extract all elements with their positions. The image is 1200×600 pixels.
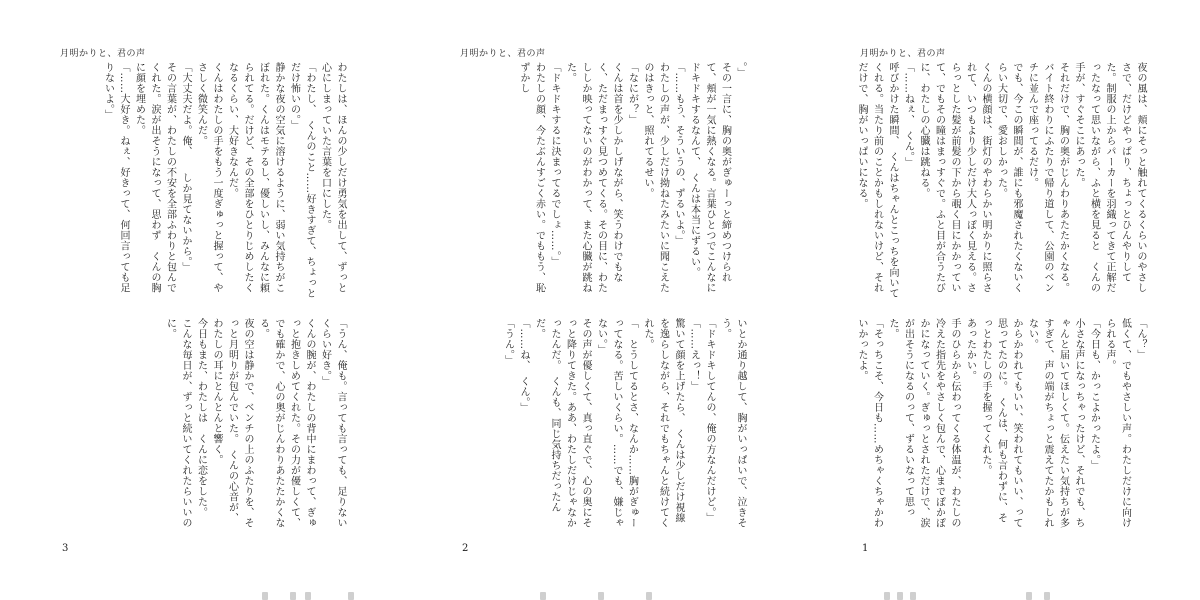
text-block-upper: [60, 62, 348, 302]
text-block-lower: [856, 318, 1148, 530]
text-block-lower: [60, 318, 348, 530]
paragraph: 今日もまた、わたしは くんに恋をした。: [195, 318, 207, 518]
text-block-upper: [460, 62, 748, 302]
running-head: 月明かりと、君の声: [460, 49, 546, 59]
paragraph: 「……大好き。ねぇ、好きって、何回言っても足りないよ。」: [102, 62, 129, 293]
paragraph: 「わたし、 くんのこと……好きすぎて、ちょっとだけ怖いの。」: [288, 62, 315, 299]
paragraph: くんの横顔は、街灯のやわらかい明かりに照らされて、いつもより少しだけ大人っぽく見える。さらっとした髪が前髪の下から覗く目にかかっていて、でもその瞳はまっすぐで。ふと目が合うたびに、わたしの心臓は跳ねる。: [918, 62, 991, 293]
paragraph: 「……えっ！」: [688, 318, 700, 392]
page-number: 2: [462, 543, 469, 554]
page-1: [800, 0, 1200, 600]
paragraph: その言葉が、わたしの不安を全部ふわりと包んでくれた。涙が出そうになって、思わず くんの胸に顔を埋めた。: [133, 62, 176, 293]
page-3: [0, 0, 400, 600]
paragraph: 「……ねぇ、 くん。」: [902, 62, 914, 168]
paragraph: でも、今この瞬間が、誰にも邪魔されたくないくらい大切で、愛おしかった。: [995, 62, 1022, 293]
paragraph: 。」: [735, 62, 746, 78]
paragraph: くんはわたしの手をもう一度ぎゅっと握って、やさしく微笑んだ。: [195, 62, 222, 293]
paragraph: 低くて、でもやさしい声。わたしだけに向けられる声。: [1104, 318, 1131, 528]
next-page-bleed: [0, 590, 1200, 600]
paragraph: 静かな夜の空気に溶けるように、弱い気持ちがこぼれた。くんはモテるし、優しいし、みんなに頼られてる。だけど、その全部をひとりじめしたくなるくらい、大好きなんだ。: [226, 62, 284, 293]
paragraph: 「うん。」: [502, 318, 514, 366]
text-block-lower: [460, 318, 748, 530]
paragraph: 「今日も、かっこよかったよ。」: [1088, 318, 1100, 471]
paragraph: わたしの声が、少しだけ拗ねたみたいに聞こえたのはきっと、照れてるせい。: [642, 62, 669, 293]
running-head: 月明かりと、君の声: [860, 49, 946, 59]
paragraph: その声が優しくて、真っ直ぐで、心の奥にそっと降りてきた。ああ、わたしだけじゃなかったんだ。 くんも、同じ気持ちだったんだ。: [533, 318, 591, 528]
paragraph: 「……もう、そういうの、ずるいよ。」: [673, 62, 684, 246]
paragraph: 夜の空は静かで、ベンチの上のふたりを、そっと月明りが包んでいた。 くんの心音が、わたしの耳にとんとんと響く。: [211, 318, 253, 528]
paragraph: その一言に、胸の奥がぎゅーっと締めつけられて、頬が一気に熱くなる。言葉ひとつでこんなにドキドキするなんて、 くんは本当にずるい。: [688, 62, 731, 293]
paragraph: 「ドキドキしてんの、俺の方なんだけど。」: [704, 318, 715, 523]
paragraph: 「なにが？」: [626, 62, 638, 125]
paragraph: 「ん？」: [1135, 318, 1146, 360]
paragraph: 呼びかけた瞬間、 くんはちゃんとこっちを向いてくれる。当たり前のことかもしれないけど、それだけで、胸がいっぱいになる。: [856, 62, 898, 299]
paragraph: それだけで、胸の奥がじんわりあたたかくなる。バイト終わりにふたりで帰り道して、公園のベンチに並んで座ってるだけ。: [1026, 62, 1069, 293]
paragraph: あったかい。: [964, 318, 976, 381]
paragraph: 驚いて顔を上げたら、 くんは少しだけ視線を逸らしながら、それでもちゃんと続けてくれた。: [642, 318, 684, 528]
paragraph: 「大丈夫だよ。俺、 しか見てないから。」: [180, 62, 191, 273]
paragraph: からかわれてもいい、笑われてもいい、って思ってたのに。 くんは、何も言わずに、そっとわたしの手を握ってくれた。: [980, 318, 1022, 528]
paragraph: こんな毎日が、ずっと続いてくれたらいいのに。: [164, 318, 191, 528]
page-number: 3: [62, 543, 69, 554]
paragraph: 「うん、俺も。言っても言っても、足りないくらい好き。」: [319, 318, 346, 528]
page-2: [400, 0, 800, 600]
paragraph: くんは首を少しかしげながら、笑うわけでもなく、ただまっすぐ見つめてくる。その目に、わたししか映ってないのがわかって、また心臓が跳ねた。: [564, 62, 622, 293]
paragraph: 夜の風は、頬にそっと触れてくるくらいのやさしさで、だけどやっぱり、ちょっとひんやりしてた。制服の上からパーカーを羽織ってきて正解だったなって思いながら、ふと横を見ると くんの手が、すぐそこにあった。: [1073, 62, 1146, 293]
paragraph: 手のひらから伝わってくる体温が、わたしの冷えた指先をやさしく包んで、心までぽかぽかになっていく。ぎゅっとされただけで、涙が出そうになるのって、ずるいなって思った。: [887, 318, 960, 528]
paragraph: いとか通り越して、胸がいっぱいで、泣きそう。: [719, 318, 746, 528]
paragraph: 「……ね、 くん。」: [518, 318, 529, 413]
paragraph: わたしは、ほんの少しだけ勇気を出して、ずっと心にしまっていた言葉を口にした。: [319, 62, 346, 293]
paragraph: 「そっちこそ、今日も……めちゃくちゃかわいかったよ。: [856, 318, 883, 528]
running-head: 月明かりと、君の声: [60, 49, 146, 59]
text-block-upper: [856, 62, 1148, 302]
paragraph: 「ドキドキするに決まってるでしょ……。」: [549, 62, 560, 267]
paragraph: 「 とうしてるとさ、なんか……胸がぎゅーってなる。苦しいくらい。……でも、嫌じゃない。」: [595, 318, 638, 528]
paragraph: わたしの顔、今たぶんすごく赤い。でももう、恥ずかし: [518, 62, 545, 293]
paragraph: 小さな声になっちゃったけど、それでも、ちゃんと届いてほしくて。伝えたい気持ちが多すぎて、声の端がちょっと震えてたかもしれない。: [1026, 318, 1084, 528]
page-number: 1: [862, 543, 869, 554]
paragraph: くんの腕が、わたしの背中にまわって、ぎゅっと抱きしめてくれた。その力が優しくて、でも確かで、心の奥がじんわりあたたかくなる。: [257, 318, 315, 528]
